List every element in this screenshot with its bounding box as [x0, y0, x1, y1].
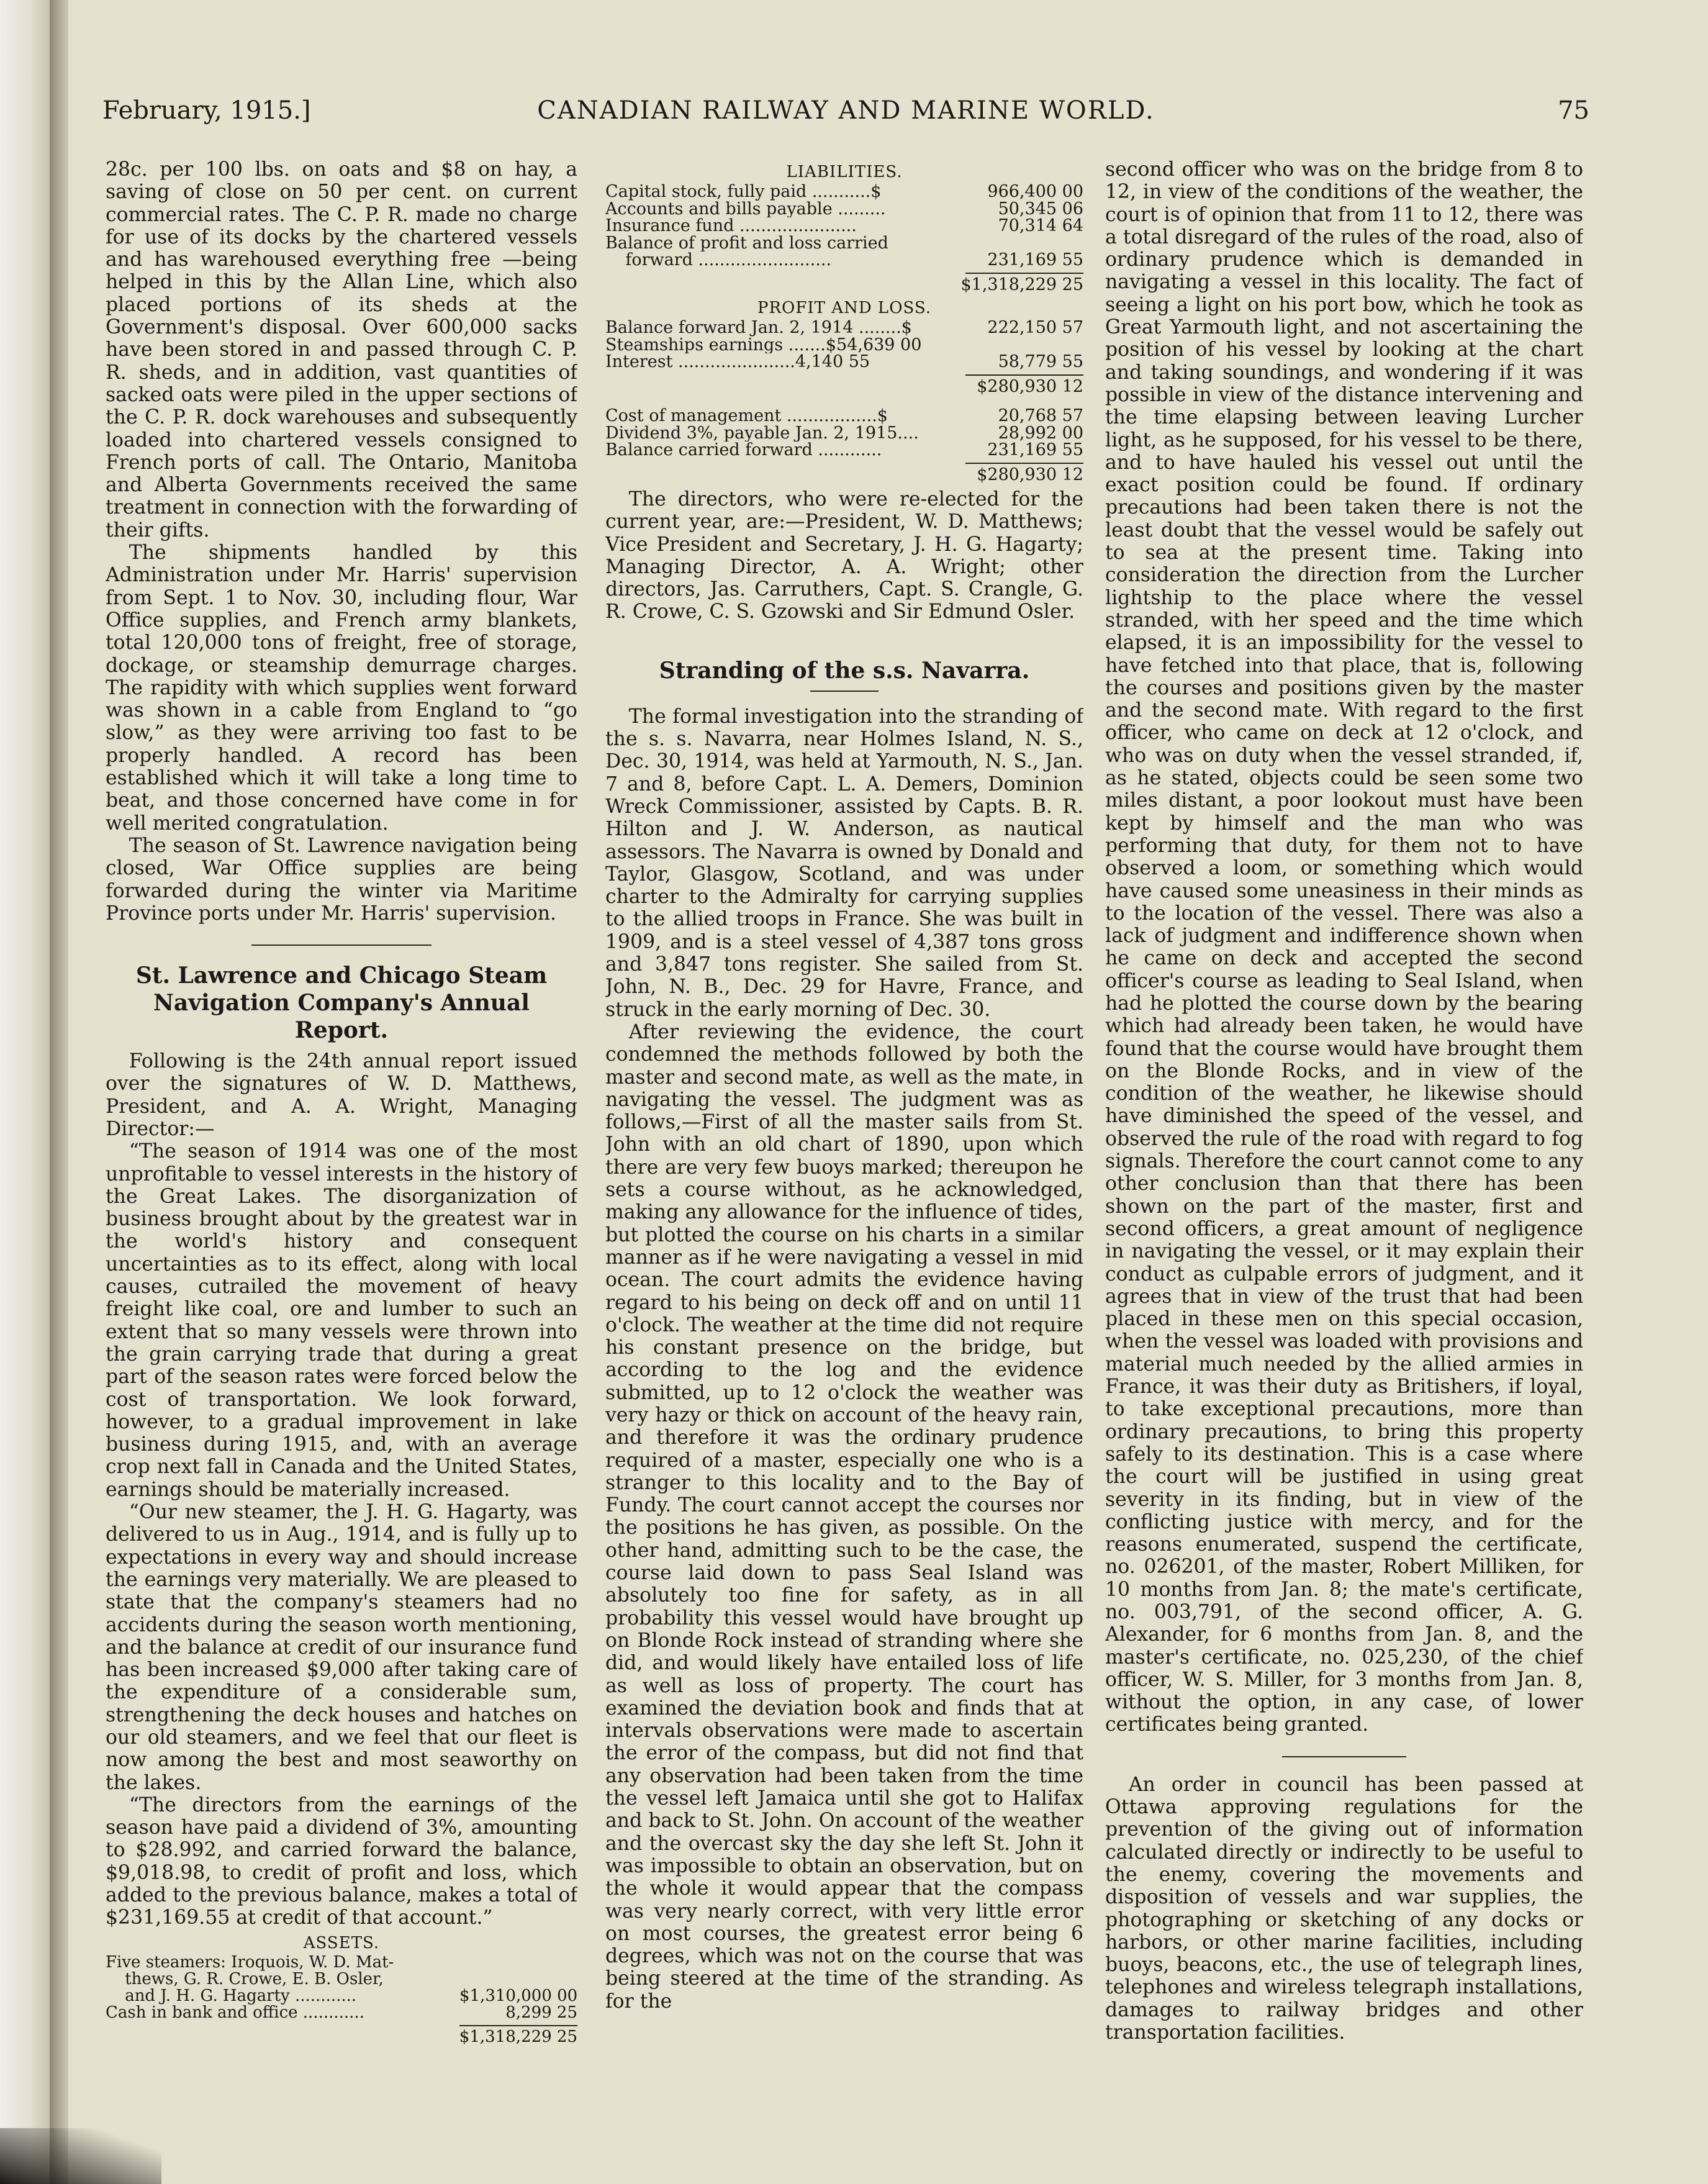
header-date: February, 1915.]: [102, 96, 311, 125]
paragraph: 28c. per 100 lbs. on oats and $8 on hay, a saving of close on 50 per cent. on current commercial rates. The C. P. R. made no charge for use of its docks by the chartered vessels and has warehoused everything free —being helped in this by the Allan Line, which also placed portions of its sheds at the Government's disposal. Over 600,000 sacks have been stored in and passed through C. P. R. sheds, and in addition, vast quantities of sacked oats were piled in the upper sections of the C. P. R. dock warehouses and subsequently loaded into chartered vessels consigned to French ports of call. The Ontario, Manitoba and Alberta Governments received the same treatment in connection with the forwarding of their gifts.: [106, 158, 577, 541]
article-heading: Stranding of the s.s. Navarra.: [659, 657, 1030, 684]
paragraph: The directors, who were re-elected for the current year, are:—President, W. D. Matthews; Vice President and Secretary, J. H. G. Hagarty; Managing Director, A. A. Wright; other directors, Jas. Carruthers, Capt. S. Crangle, G. R. Crowe, C. S. Gzowski and Sir Edmund Osler.: [605, 488, 1083, 623]
assets-caption: ASSETS.: [303, 1933, 380, 1952]
column-right: [1105, 158, 1583, 2114]
article-heading: St. Lawrence and Chicago Steam Navigation Company's Annual Report.: [135, 963, 548, 1044]
binding-shadow: [50, 0, 68, 2184]
heading-underline: [810, 691, 879, 692]
page-number: 75: [1558, 96, 1589, 125]
table-row: Interest ......................4,140 55 58,779 55: [605, 352, 1083, 371]
paragraph: The formal investigation into the stranding of the s. s. Navarra, near Holmes Island, N. S., Dec. 30, 1914, was held at Yarmouth, N. S., Jan. 7 and 8, before Capt. L. A. Demers, Dominion Wreck Commissioner, assisted by Capts. B. R. Hilton and J. W. Anderson, as nautical assessors. The Navarra is owned by Donald and Taylor, Glasgow, Scotland, and was under charter to the Admiralty for carrying supplies to the allied troops in France. She was built in 1909, and is a steel vessel of 4,387 tons gross and 3,847 tons register. She sailed from St. John, N. B., Dec. 29 for Havre, France, and struck in the early morning of Dec. 30.: [605, 705, 1083, 1021]
assets-total: $1,318,229 25: [459, 2027, 577, 2046]
table-row: Five steamers: Iroquois, W. D. Mat-: [106, 1954, 394, 1971]
profit-loss-subtotal: $280,930 12: [977, 376, 1083, 396]
liabilities-total: $1,318,229 25: [960, 274, 1083, 294]
table-row: Insurance fund ...................... 70,314 64: [605, 216, 1083, 235]
liabilities-table: [605, 183, 1083, 293]
table-row: Capital stock, fully paid ...........$ 966,400 00: [605, 182, 1083, 201]
table-row: Balance carried forward ............ 231,169 55: [605, 440, 1083, 460]
profit-loss-total: $280,930 12: [977, 464, 1083, 484]
paragraph: second officer who was on the bridge from 8 to 12, in view of the conditions of the weather, the court is of opinion that from 11 to 12, there was a total disregard of the rules of the road, also of ordinary prudence which is demanded in navigating a vessel in this locality. The fact of seeing a light on his port bow, which he took as Great Yarmouth light, and not ascertaining the position of his vessel by looking at the chart and taking soundings, and wondering if it was possible in view of the distance intervening and the time elapsing between leaving Lurcher light, as he supposed, for his vessel to be there, and to have hauled his vessel out until the exact position could be found. If ordinary precautions had been taken there is not the least doubt that the vessel would be safely out to sea at the present time. Taking into consideration the direction from the Lurcher lightship to the place where the vessel stranded, with her speed and the time which elapsed, it is an impossibility for the vessel to have fetched into that place, that is, following the courses and positions given by the master and the second mate. With regard to the first officer, who came on deck at 12 o'clock, and who was on duty when the vessel stranded, if, as he stated, objects could be seen some two miles distant, a poor lookout must have been kept by himself and the man who was performing that duty, for them not to have observed a loom, or something which would have caused some uneasiness in their minds as to the location of the vessel. There was also a lack of judgment and indifference shown when he came on deck and accepted the second officer's course as leading to Seal Island, when had he plotted the course down by the bearing which had already been taken, he would have found that the course would have brought them on the Blonde Rocks, and in view of the condition of the weather, he likewise should have diminished the speed of the vessel, and observed the rule of the road with regard to fog signals. Therefore the court cannot come to any other conclusion than that there has been shown on the part of the master, first and second officers, a great amount of negligence in navigating the vessel, or it may explain their conduct as culpable errors of judgment, and it agrees that in view of the trust that had been placed in these men on this special occasion, when the vessel was loaded with provisions and material much needed by the allied armies in France, it was their duty as Britishers, if loyal, to take exceptional precautions, more than ordinary precautions, to bring this property safely to its destination. This is a case where the court will be justified in using great severity in its finding, but in view of the conflicting justice with mercy, and for the reasons enumerated, suspend the certificate, no. 026201, of the master, Robert Milliken, for 10 months from Jan. 8; the mate's certificate, no. 003,791, of the second officer, A. G. Alexander, for 6 months from Jan. 8, and the master's certificate, no. 025,230, of the chief officer, W. S. Miller, for 3 months from Jan. 8, without the option, in any case, of lower certificates being granted.: [1105, 158, 1583, 1736]
corner-shadow: [0, 2128, 161, 2184]
paragraph: “The directors from the earnings of the season have paid a dividend of 3%, amounting to $28.992, and carried forward the balance, $9,018.98, to credit of profit and loss, which added to the previous balance, makes a total of $231,169.55 at credit of that account.”: [106, 1793, 577, 1929]
table-row: Balance of profit and loss carried: [605, 234, 888, 251]
table-row: and J. H. G. Hagarty ............ $1,310,000 00: [125, 1986, 577, 2005]
profit-loss-table: [605, 319, 1083, 483]
column-left: [106, 158, 577, 2114]
section-divider: [251, 945, 432, 946]
profit-loss-caption: PROFIT AND LOSS.: [757, 299, 932, 317]
paragraph: “Our new steamer, the J. H. G. Hagarty, was delivered to us in Aug., 1914, and is fully up to expectations in every way and should increase the earnings very materially. We are pleased to state that the company's steamers had no accidents during the season worth mentioning, and the balance at credit of our insurance fund has been increased $9,000 after taking care of the expenditure of a considerable sum, strengthening the deck houses and hatches on our old steamers, and we feel that our fleet is now among the best and most seaworthy on the lakes.: [106, 1501, 577, 1794]
total-rule: [965, 273, 1083, 274]
total-rule: [965, 463, 1083, 464]
table-row: Cash in bank and office ............ 8,299 25: [106, 2003, 577, 2022]
paragraph: The season of St. Lawrence navigation being closed, War Office supplies are being forwarded during the winter via Maritime Province ports under Mr. Harris' supervision.: [106, 834, 577, 925]
table-row: Steamships earnings .......$54,639 00: [605, 336, 922, 353]
paragraph: An order in council has been passed at Ottawa approving regulations for the prevention of the giving out of information calculated directly or indirectly to be useful to the enemy, covering the movements and disposition of vessels and war supplies, the photographing or sketching of any docks or harbors, or other marine facilities, including buoys, beacons, etc., the use of telegraph lines, telephones and wireless telegraph installations, damages to railway bridges and other transportation facilities.: [1105, 1773, 1583, 2044]
table-row: thews, G. R. Crowe, E. B. Osler,: [125, 1970, 384, 1988]
paragraph: After reviewing the evidence, the court condemned the methods followed by both the master and second mate, as well as the mate, in navigating the vessel. The judgment was as follows,—First of all the master sails from St. John with an old chart of 1890, upon which there are very few buoys marked; thereupon he sets a course without, as he acknowledged, making any allowance for the influence of tides, but plotted the course on his charts in a similar manner as if he were navigating a vessel in mid ocean. The court admits the evidence having regard to his being on deck off and on until 11 o'clock. The weather at the time did not require his constant presence on the bridge, but according to the log and the evidence submitted, up to 12 o'clock the weather was very hazy or thick on account of the heavy rain, and therefore it was the ordinary prudence required of a master, especially one who is a stranger to this locality and to the Bay of Fundy. The court cannot accept the courses nor the positions he has given, as possible. On the other hand, admitting such to be the case, the course laid down to pass Seal Island was absolutely too fine for safety, as in all probability this vessel would have brought up on Blonde Rock instead of stranding where she did, and would likely have entailed loss of life as well as loss of property. The court has examined the deviation book and finds that at intervals observations were made to ascertain the error of the compass, but did not find that any observation had been taken from the time the vessel left Jamaica until she got to Halifax and back to St. John. On account of the weather and the overcast sky the day she left St. John it was impossible to obtain an observation, but on the whole it would appear that the compass was very nearly correct, with very little error on most courses, the greatest error being 6 degrees, which was not on the course that was being steered at the time of the stranding. As for the: [605, 1020, 1083, 2013]
table-row: forward ......................... 231,169 55: [625, 250, 1083, 270]
total-rule: [965, 374, 1083, 376]
total-rule: [459, 2025, 577, 2026]
column-middle: [605, 158, 1083, 2114]
paragraph: The shipments handled by this Administration under Mr. Harris' supervision from Sept. 1 to Nov. 30, including flour, War Office supplies, and French army blankets, total 120,000 tons of freight, free of storage, dockage, or steamship demurrage charges. The rapidity with which supplies went forward was shown in a cable from England to “go slow,” as they were arriving too fast to be properly handled. A record has been established which it will take a long time to beat, and those concerned have come in for well merited congratulation.: [106, 541, 577, 835]
header-title: CANADIAN RAILWAY AND MARINE WORLD.: [537, 96, 1155, 125]
liabilities-caption: LIABILITIES.: [786, 163, 903, 181]
table-row: Balance forward Jan. 2, 1914 ........$ 222,150 57: [605, 318, 1083, 337]
running-header: [102, 96, 1589, 140]
binding-gutter: [0, 0, 50, 2184]
assets-table: [106, 1954, 577, 2046]
table-row: Accounts and bills payable ......... 50,345 06: [605, 199, 1083, 219]
paragraph: “The season of 1914 was one of the most unprofitable to vessel interests in the history of the Great Lakes. The disorganization of business brought about by the greatest war in the world's history and consequent uncertainties as to its effect, along with local causes, cutrailed the movement of heavy freight like coal, ore and lumber to such an extent that so many vessels were thrown into the grain carrying trade that during a great part of the season rates were forced below the cost of transportation. We look forward, however, to a gradual improvement in lake business during 1915, and, with an average crop next fall in Canada and the United States, earnings should be materially increased.: [106, 1140, 577, 1501]
section-divider: [1282, 1756, 1406, 1757]
table-row: Dividend 3%, payable Jan. 2, 1915.... 28,992 00: [605, 423, 1083, 443]
paragraph: Following is the 24th annual report issued over the signatures of W. D. Matthews, President, and A. A. Wright, Managing Director:—: [106, 1050, 577, 1140]
table-row: Cost of management .................$ 20,768 57: [605, 406, 1083, 425]
